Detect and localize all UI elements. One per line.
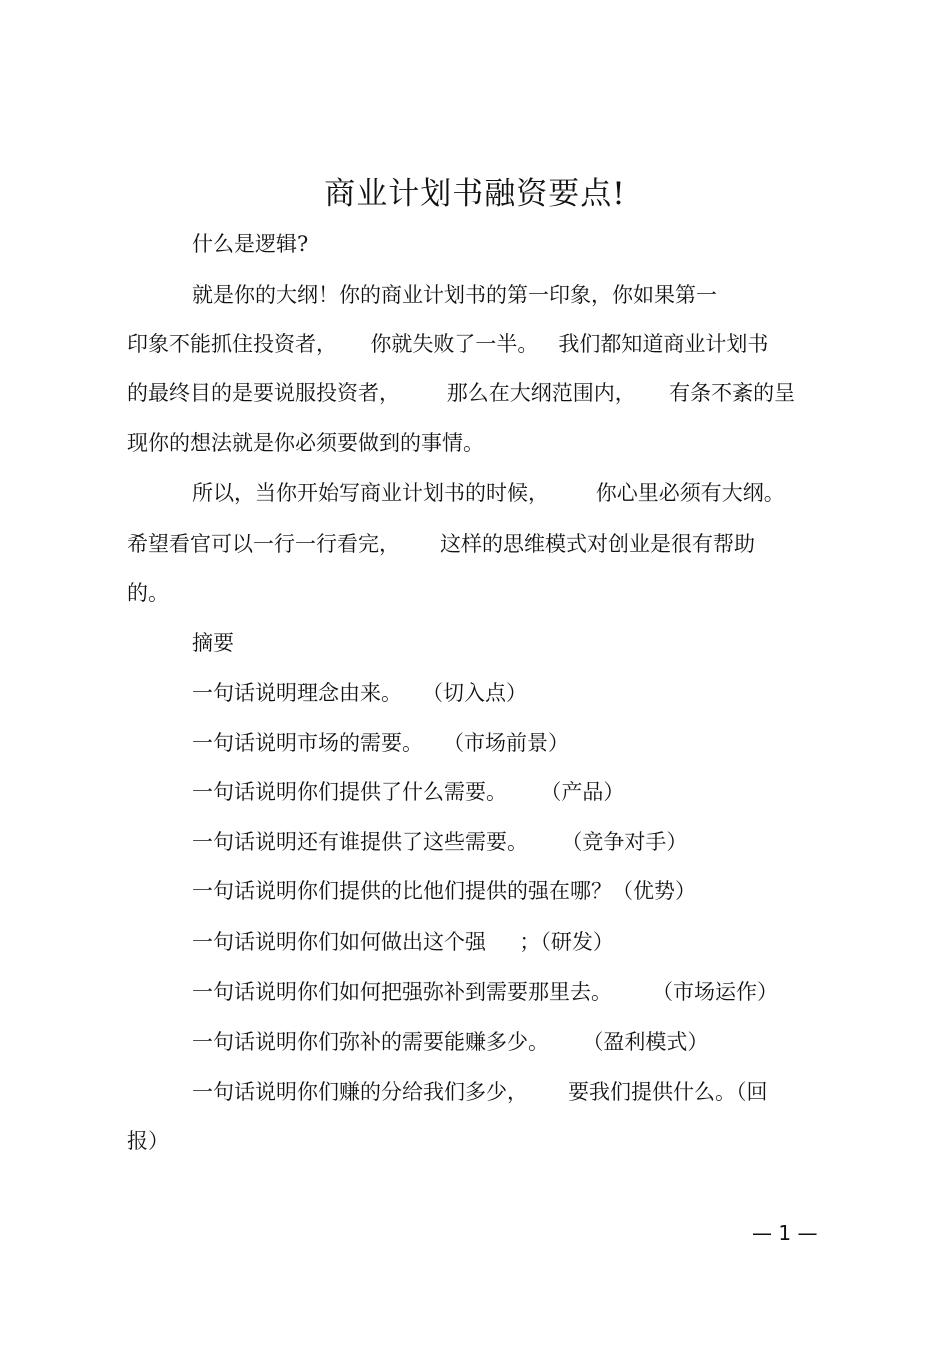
paragraph-line: 希望看官可以一行一行看完， 这样的思维模式对创业是很有帮助 [127,532,756,556]
summary-item: 一句话说明你们弥补的需要能赚多少。 （盈利模式） [192,1030,709,1054]
summary-item: 一句话说明你们赚的分给我们多少， 要我们提供什么。（回 [192,1080,768,1104]
summary-item: 一句话说明市场的需要。 （市场前景） [192,731,570,755]
paragraph-line: 就是你的大纲！你的商业计划书的第一印象，你如果第一 [192,283,717,307]
summary-item: 一句话说明你们如何做出这个强 ；（研发） [192,930,614,954]
question-line: 什么是逻辑? [192,232,309,256]
paragraph-line: 印象不能抓住投资者， 你就失败了一半。 我们都知道商业计划书 [127,332,769,356]
paragraph-line: 的。 [127,581,169,605]
paragraph-line: 现你的想法就是你必须要做到的事情。 [127,431,484,455]
summary-item: 一句话说明你们提供了什么需要。 （产品） [192,780,625,804]
paragraph-line: 所以，当你开始写商业计划书的时候， 你心里必须有大纲。 [192,481,785,505]
summary-item: 一句话说明你们如何把强弥补到需要那里去。 （市场运作） [192,980,779,1004]
summary-item: 一句话说明你们提供的比他们提供的强在哪？（优势） [192,879,696,903]
summary-item: 一句话说明理念由来。 （切入点） [192,681,528,705]
page-number: — 1 — [752,1221,818,1245]
paragraph-line: 的最终目的是要说服投资者， 那么在大纲范围内， 有条不紊的呈 [127,381,796,405]
summary-item-continuation: 报） [127,1129,169,1153]
document-title: 商业计划书融资要点! [324,176,626,212]
summary-heading: 摘要 [192,631,234,655]
summary-item: 一句话说明还有谁提供了这些需要。 （竞争对手） [192,830,688,854]
